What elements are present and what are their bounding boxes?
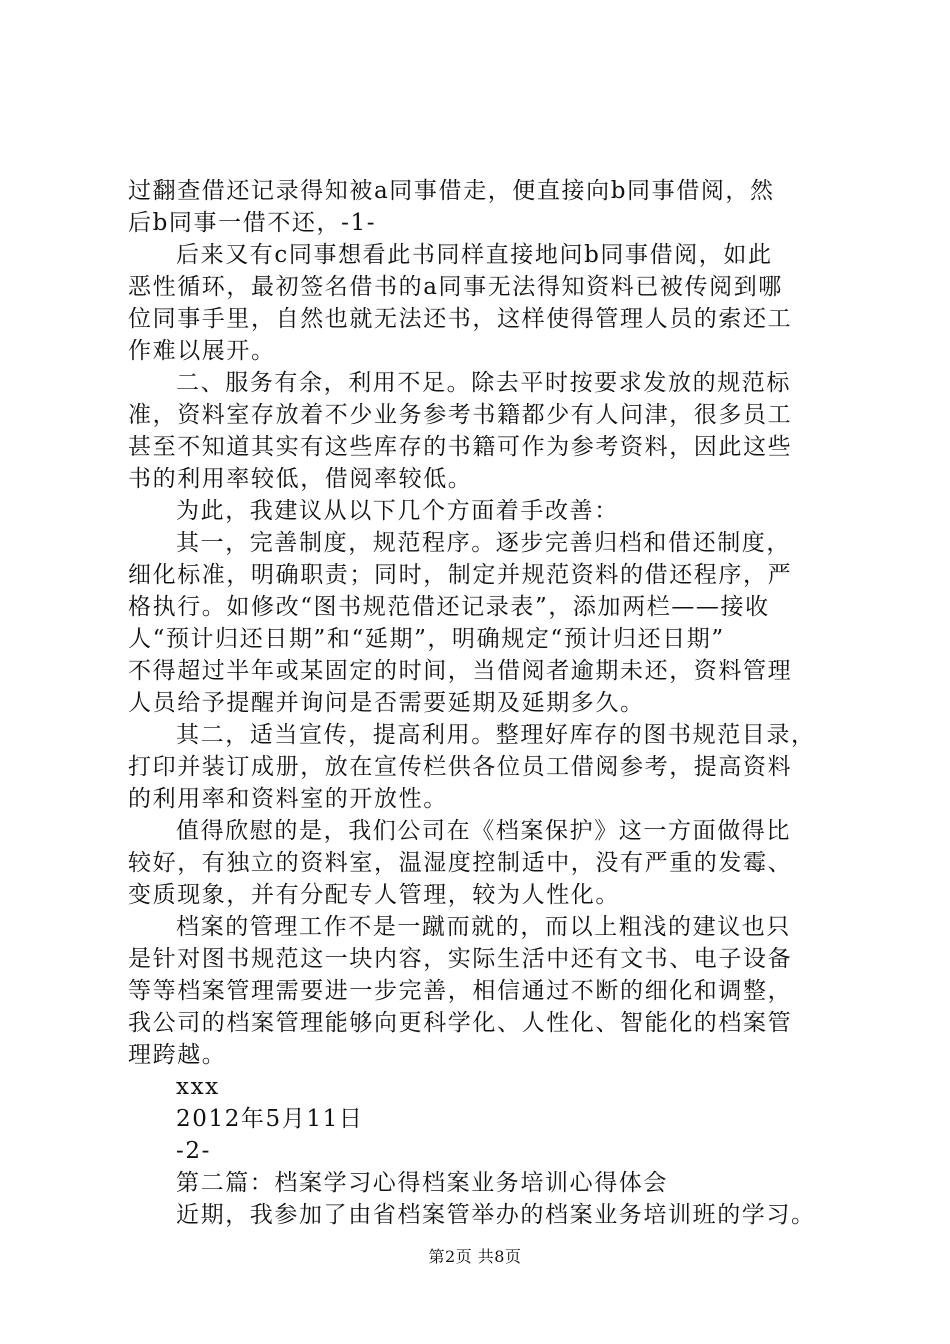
text-line-24: 档案的管理工作不是一蹴而就的，而以上粗浅的建议也只 <box>176 914 791 940</box>
text-line-15: 人“预计归还日期”和“延期”，明确规定“预计归还日期” <box>128 626 725 652</box>
text-line-23: 变质现象，并有分配专人管理，较为人性化。 <box>128 882 620 908</box>
text-line-2: 后b同事一借不还，-1- <box>128 210 377 236</box>
text-line-12: 其一，完善制度，规范程序。逐步完善归档和借还制度， <box>176 530 791 556</box>
text-line-6: 作难以展开。 <box>128 338 276 364</box>
text-line-9: 甚至不知道其实有这些库存的书籍可作为参考资料，因此这些 <box>128 434 793 460</box>
document-body <box>128 175 833 1231</box>
text-line-18: 其二，适当宣传，提高利用。整理好库存的图书规范目录， <box>176 722 816 748</box>
text-line-7: 二、服务有余，利用不足。除去平时按要求发放的规范标 <box>176 370 791 396</box>
text-line-13: 细化标准，明确职责；同时，制定并规范资料的借还程序，严 <box>128 562 793 588</box>
text-line-1: 过翻查借还记录得知被a同事借走，便直接向b同事借阅，然 <box>128 178 775 204</box>
text-line-27: 我公司的档案管理能够向更科学化、人性化、智能化的档案管 <box>128 1010 793 1036</box>
text-line-26: 等等档案管理需要进一步完善，相信通过不断的细化和调整， <box>128 978 793 1004</box>
text-line-3: 后来又有c同事想看此书同样直接地问b同事借阅，如此 <box>176 242 773 268</box>
text-line-8: 准，资料室存放着不少业务参考书籍都少有人问津，很多员工 <box>128 402 793 428</box>
text-line-20: 的利用率和资料室的开放性。 <box>128 786 448 812</box>
page-marker: -2- <box>176 1138 211 1164</box>
text-line-19: 打印并装订成册，放在宣传栏供各位员工借阅参考，提高资料 <box>128 754 793 780</box>
page-footer: 第2页 共8页 <box>428 1247 522 1266</box>
signature-date: 2012年5月11日 <box>176 1106 364 1132</box>
text-line-21: 值得欣慰的是，我们公司在《档案保护》这一方面做得比 <box>176 818 791 844</box>
text-line-33: 近期，我参加了由省档案管举办的档案业务培训班的学习。 <box>176 1202 816 1228</box>
text-line-25: 是针对图书规范这一块内容，实际生活中还有文书、电子设备 <box>128 946 793 972</box>
section-heading: 第二篇：档案学习心得档案业务培训心得体会 <box>176 1170 668 1196</box>
text-line-28: 理跨越。 <box>128 1042 227 1068</box>
text-line-11: 为此，我建议从以下几个方面着手改善： <box>176 498 619 524</box>
text-line-10: 书的利用率较低，借阅率较低。 <box>128 466 473 492</box>
text-line-5: 位同事手里，自然也就无法还书，这样使得管理人员的索还工 <box>128 306 793 332</box>
text-line-17: 人员给予提醒并询问是否需要延期及延期多久。 <box>128 690 645 716</box>
text-line-16: 不得超过半年或某固定的时间，当借阅者逾期未还，资料管理 <box>128 658 793 684</box>
text-line-14: 格执行。如修改“图书规范借还记录表”，添加两栏——接收 <box>128 594 770 620</box>
text-line-4: 恶性循环，最初签名借书的a同事无法得知资料已被传阅到哪 <box>128 274 783 300</box>
text-line-22: 较好，有独立的资料室，温湿度控制适中，没有严重的发霉、 <box>128 850 793 876</box>
signature-name: xxx <box>176 1074 220 1100</box>
